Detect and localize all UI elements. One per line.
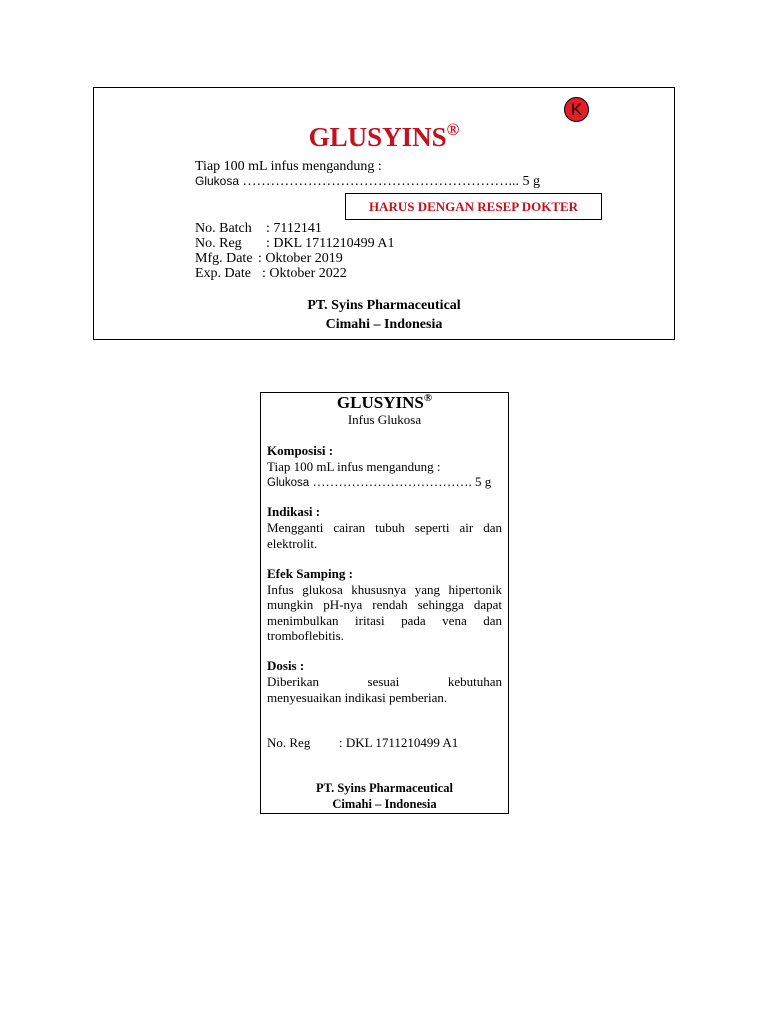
batch-value: : 7112141 <box>266 221 322 236</box>
leaflet-registered-mark: ® <box>423 392 433 404</box>
indication-heading: Indikasi : <box>267 504 321 519</box>
dosage-line-1: Diberikan sesuai kebutuhan <box>267 674 502 689</box>
ingredient-name: Glukosa <box>195 174 240 188</box>
brand-name: GLUSYINS <box>308 122 447 152</box>
batch-label: No. Batch <box>195 221 252 236</box>
side-effects-line-3: menimbulkan iritasi pada vena dan <box>267 613 502 628</box>
side-effects-line-2: mungkin pH-nya rendah sehingga dapat <box>267 597 502 612</box>
composition-intro: Tiap 100 mL infus mengandung : <box>195 159 382 174</box>
product-label <box>93 87 675 340</box>
leaflet-ingredient-dots: ………………………………. <box>309 474 475 489</box>
leaflet-reg-line <box>267 735 458 751</box>
company-name: PT. Syins Pharmaceutical <box>307 298 461 313</box>
dosage-line-2: menyesuaikan indikasi pemberian. <box>267 690 448 705</box>
mfg-line <box>195 251 343 266</box>
mfg-value: : Oktober 2019 <box>258 251 343 266</box>
exp-value: : Oktober 2022 <box>262 266 347 281</box>
product-leaflet <box>260 392 509 814</box>
prescription-warning: HARUS DENGAN RESEP DOKTER <box>345 193 602 220</box>
leaflet-reg-label: No. Reg <box>267 735 311 750</box>
brand-title <box>94 122 674 153</box>
registered-mark: ® <box>446 120 460 139</box>
leaflet-ingredient-amount: 5 g <box>474 474 492 489</box>
leaflet-company-name: PT. Syins Pharmaceutical <box>316 781 453 795</box>
indication-line-1: Mengganti cairan tubuh seperti air dan <box>267 520 502 535</box>
side-effects-line-1: Infus glukosa khususnya yang hipertonik <box>267 582 502 597</box>
side-effects-heading: Efek Samping : <box>267 566 353 581</box>
exp-label: Exp. Date <box>195 266 251 281</box>
mfg-label: Mfg. Date <box>195 251 253 266</box>
ingredient-line <box>195 174 540 189</box>
leaflet-brand-title <box>261 393 508 413</box>
k-logo-icon <box>564 97 589 122</box>
k-logo-letter: K <box>570 100 583 119</box>
leaflet-brand-name: GLUSYINS <box>336 393 424 412</box>
exp-line <box>195 266 347 281</box>
reg-label: No. Reg <box>195 236 242 251</box>
leaflet-reg-value: : DKL 1711210499 A1 <box>339 735 459 750</box>
ingredient-amount: 5 g <box>522 174 541 189</box>
dosage-heading: Dosis : <box>267 658 305 673</box>
composition-heading: Komposisi : <box>267 443 334 458</box>
leaflet-subtitle: Infus Glukosa <box>347 412 422 427</box>
company-location: Cimahi – Indonesia <box>325 317 443 332</box>
indication-line-2: elektrolit. <box>267 536 318 551</box>
side-effects-line-4: tromboflebitis. <box>267 628 344 643</box>
leaflet-composition-intro: Tiap 100 mL infus mengandung : <box>267 459 441 474</box>
leaflet-ingredient-name: Glukosa <box>267 477 310 489</box>
reg-value: : DKL 1711210499 A1 <box>266 236 395 251</box>
ingredient-dots: …………………………………………………... <box>239 174 523 189</box>
leaflet-company-location: Cimahi – Indonesia <box>332 797 437 811</box>
batch-line <box>195 221 322 236</box>
reg-line <box>195 236 394 251</box>
leaflet-ingredient-line <box>267 474 491 492</box>
